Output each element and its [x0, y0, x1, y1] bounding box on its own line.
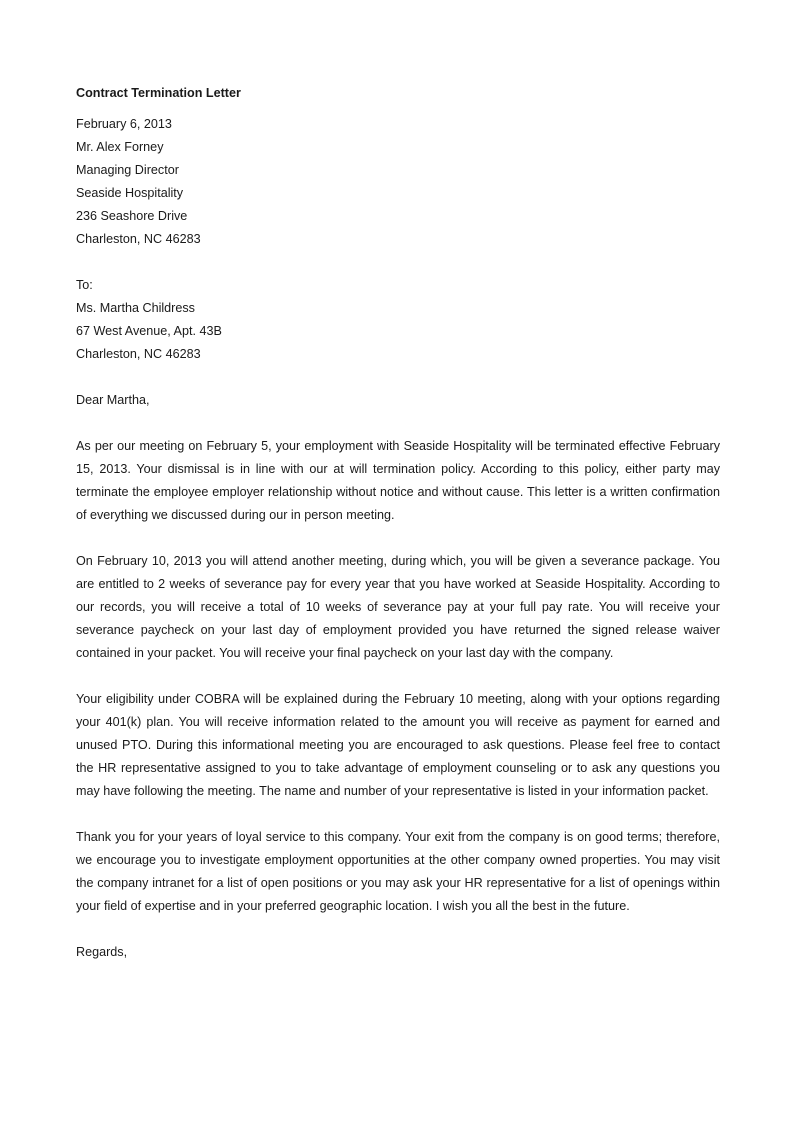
paragraph-severance: On February 10, 2013 you will attend another meeting, during which, you will be given a severance package. You are entitled to 2 weeks of severance pay for every year that you have worked at Seaside Hospitality. According to our records, you will receive a total of 10 weeks of severance pay at your full pay rate. You will receive your severance paycheck on your last day of employment provided you have returned the signed release waiver contained in your packet. You will receive your final paycheck on your last day with the company.	[76, 554, 720, 660]
recipient-block	[76, 274, 720, 366]
sender-company: Seaside Hospitality	[76, 186, 184, 200]
recipient-city: Charleston, NC 46283	[76, 347, 201, 361]
sender-city: Charleston, NC 46283	[76, 232, 201, 246]
paragraph-benefits: Your eligibility under COBRA will be explained during the February 10 meeting, along with your options regarding your 401(k) plan. You will receive information related to the amount you will receive as payment for earned and unused PTO. During this informational meeting you are encouraged to ask questions. Please feel free to contact the HR representative assigned to you to take advantage of employment counseling or to ask any questions you may have following the meeting. The name and number of your representative is listed in your information packet.	[76, 692, 720, 798]
recipient-street: 67 West Avenue, Apt. 43B	[76, 324, 222, 338]
sender-name: Mr. Alex Forney	[76, 140, 164, 154]
recipient-name: Ms. Martha Childress	[76, 301, 195, 315]
paragraph-thanks: Thank you for your years of loyal service to this company. Your exit from the company is on good terms; therefore, we encourage you to investigate employment opportunities at the other company owned properties. You may visit the company intranet for a list of open positions or you may ask your HR representative for a list of openings within your field of expertise and in your preferred geographic location. I wish you all the best in the future.	[76, 830, 720, 913]
letter-date: February 6, 2013	[76, 117, 172, 131]
sender-block	[76, 113, 720, 251]
salutation: Dear Martha,	[76, 393, 150, 407]
document-title: Contract Termination Letter	[76, 86, 241, 100]
sender-position: Managing Director	[76, 163, 179, 177]
sender-street: 236 Seashore Drive	[76, 209, 188, 223]
recipient-to-label: To:	[76, 278, 93, 292]
letter-body	[76, 83, 720, 987]
closing: Regards,	[76, 945, 128, 959]
paragraph-termination-notice: As per our meeting on February 5, your employment with Seaside Hospitality will be terminated effective February 15, 2013. Your dismissal is in line with our at will termination policy. According to this policy, either party may terminate the employee employer relationship without notice and without cause. This letter is a written confirmation of everything we discussed during our in person meeting.	[76, 439, 720, 522]
